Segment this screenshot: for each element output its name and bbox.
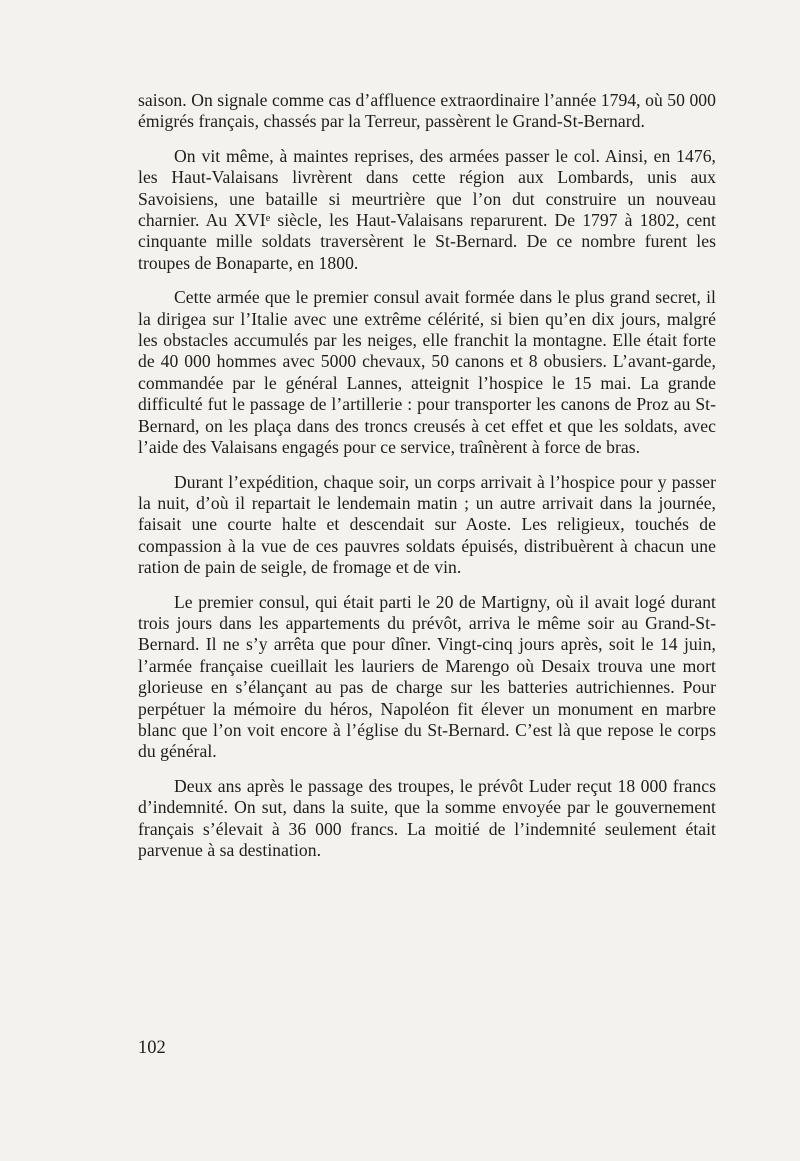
page-number: 102 [138, 1038, 166, 1058]
paragraph-1: saison. On signale comme cas d’affluence extraordinaire l’année 1794, où 50 000 émigrés français, chassés par la Terreur, passèrent le Grand-St-Bernard. [138, 90, 716, 132]
paragraph-5: Le premier consul, qui était parti le 20 de Martigny, où il avait logé durant trois jours dans les appartements du prévôt, arriva le même soir au Grand-St-Bernard. Il ne s’y arrêta que pour dîner. Vingt-cinq jours après, soit le 14 juin, l’armée française cueillait les lauriers de Marengo où Desaix trouva une mort glorieuse en s’élançant au pas de charge sur les batteries autrichiennes. Pour perpétuer la mémoire du héros, Napoléon fit élever un monument en marbre blanc que l’on voit encore à l’église du St-Bernard. C’est là que repose le corps du général. [138, 591, 716, 762]
paragraph-2: On vit même, à maintes reprises, des armées passer le col. Ainsi, en 1476, les Haut-Valaisans livrèrent dans cette région aux Lombards, unis aux Savoisiens, une bataille si meurtrière que l’on dut construire un nouveau charnier. Au XVIᵉ siècle, les Haut-Valaisans reparurent. De 1797 à 1802, cent cinquante mille soldats traversèrent le St-Bernard. De ce nombre furent les troupes de Bonaparte, en 1800. [138, 145, 716, 273]
paragraph-6: Deux ans après le passage des troupes, le prévôt Luder reçut 18 000 francs d’indemnité. On sut, dans la suite, que la somme envoyée par le gouvernement français s’élevait à 36 000 francs. La moitié de l’indemnité seulement était parvenue à sa destination. [138, 775, 716, 860]
paragraph-3: Cette armée que le premier consul avait formée dans le plus grand secret, il la dirigea sur l’Italie avec une extrême célérité, si bien qu’en dix jours, malgré les obstacles accumulés par les neiges, elle franchit la montagne. Elle était forte de 40 000 hommes avec 5000 chevaux, 50 canons et 8 obusiers. L’avant-garde, commandée par le général Lannes, atteignit l’hospice le 15 mai. La grande difficulté fut le passage de l’artillerie : pour transporter les canons de Proz au St-Bernard, on les plaça dans des troncs creusés à cet effet et que les soldats, avec l’aide des Valaisans engagés pour ce service, traînèrent à force de bras. [138, 287, 716, 458]
paragraph-4: Durant l’expédition, chaque soir, un corps arrivait à l’hospice pour y passer la nuit, d’où il repartait le lendemain matin ; un autre arrivait dans la journée, faisait une courte halte et descendait sur Aoste. Les religieux, touchés de compassion à la vue de ces pauvres soldats épuisés, distribuèrent à chacun une ration de pain de seigle, de fromage et de vin. [138, 471, 716, 578]
body-text [138, 90, 716, 874]
